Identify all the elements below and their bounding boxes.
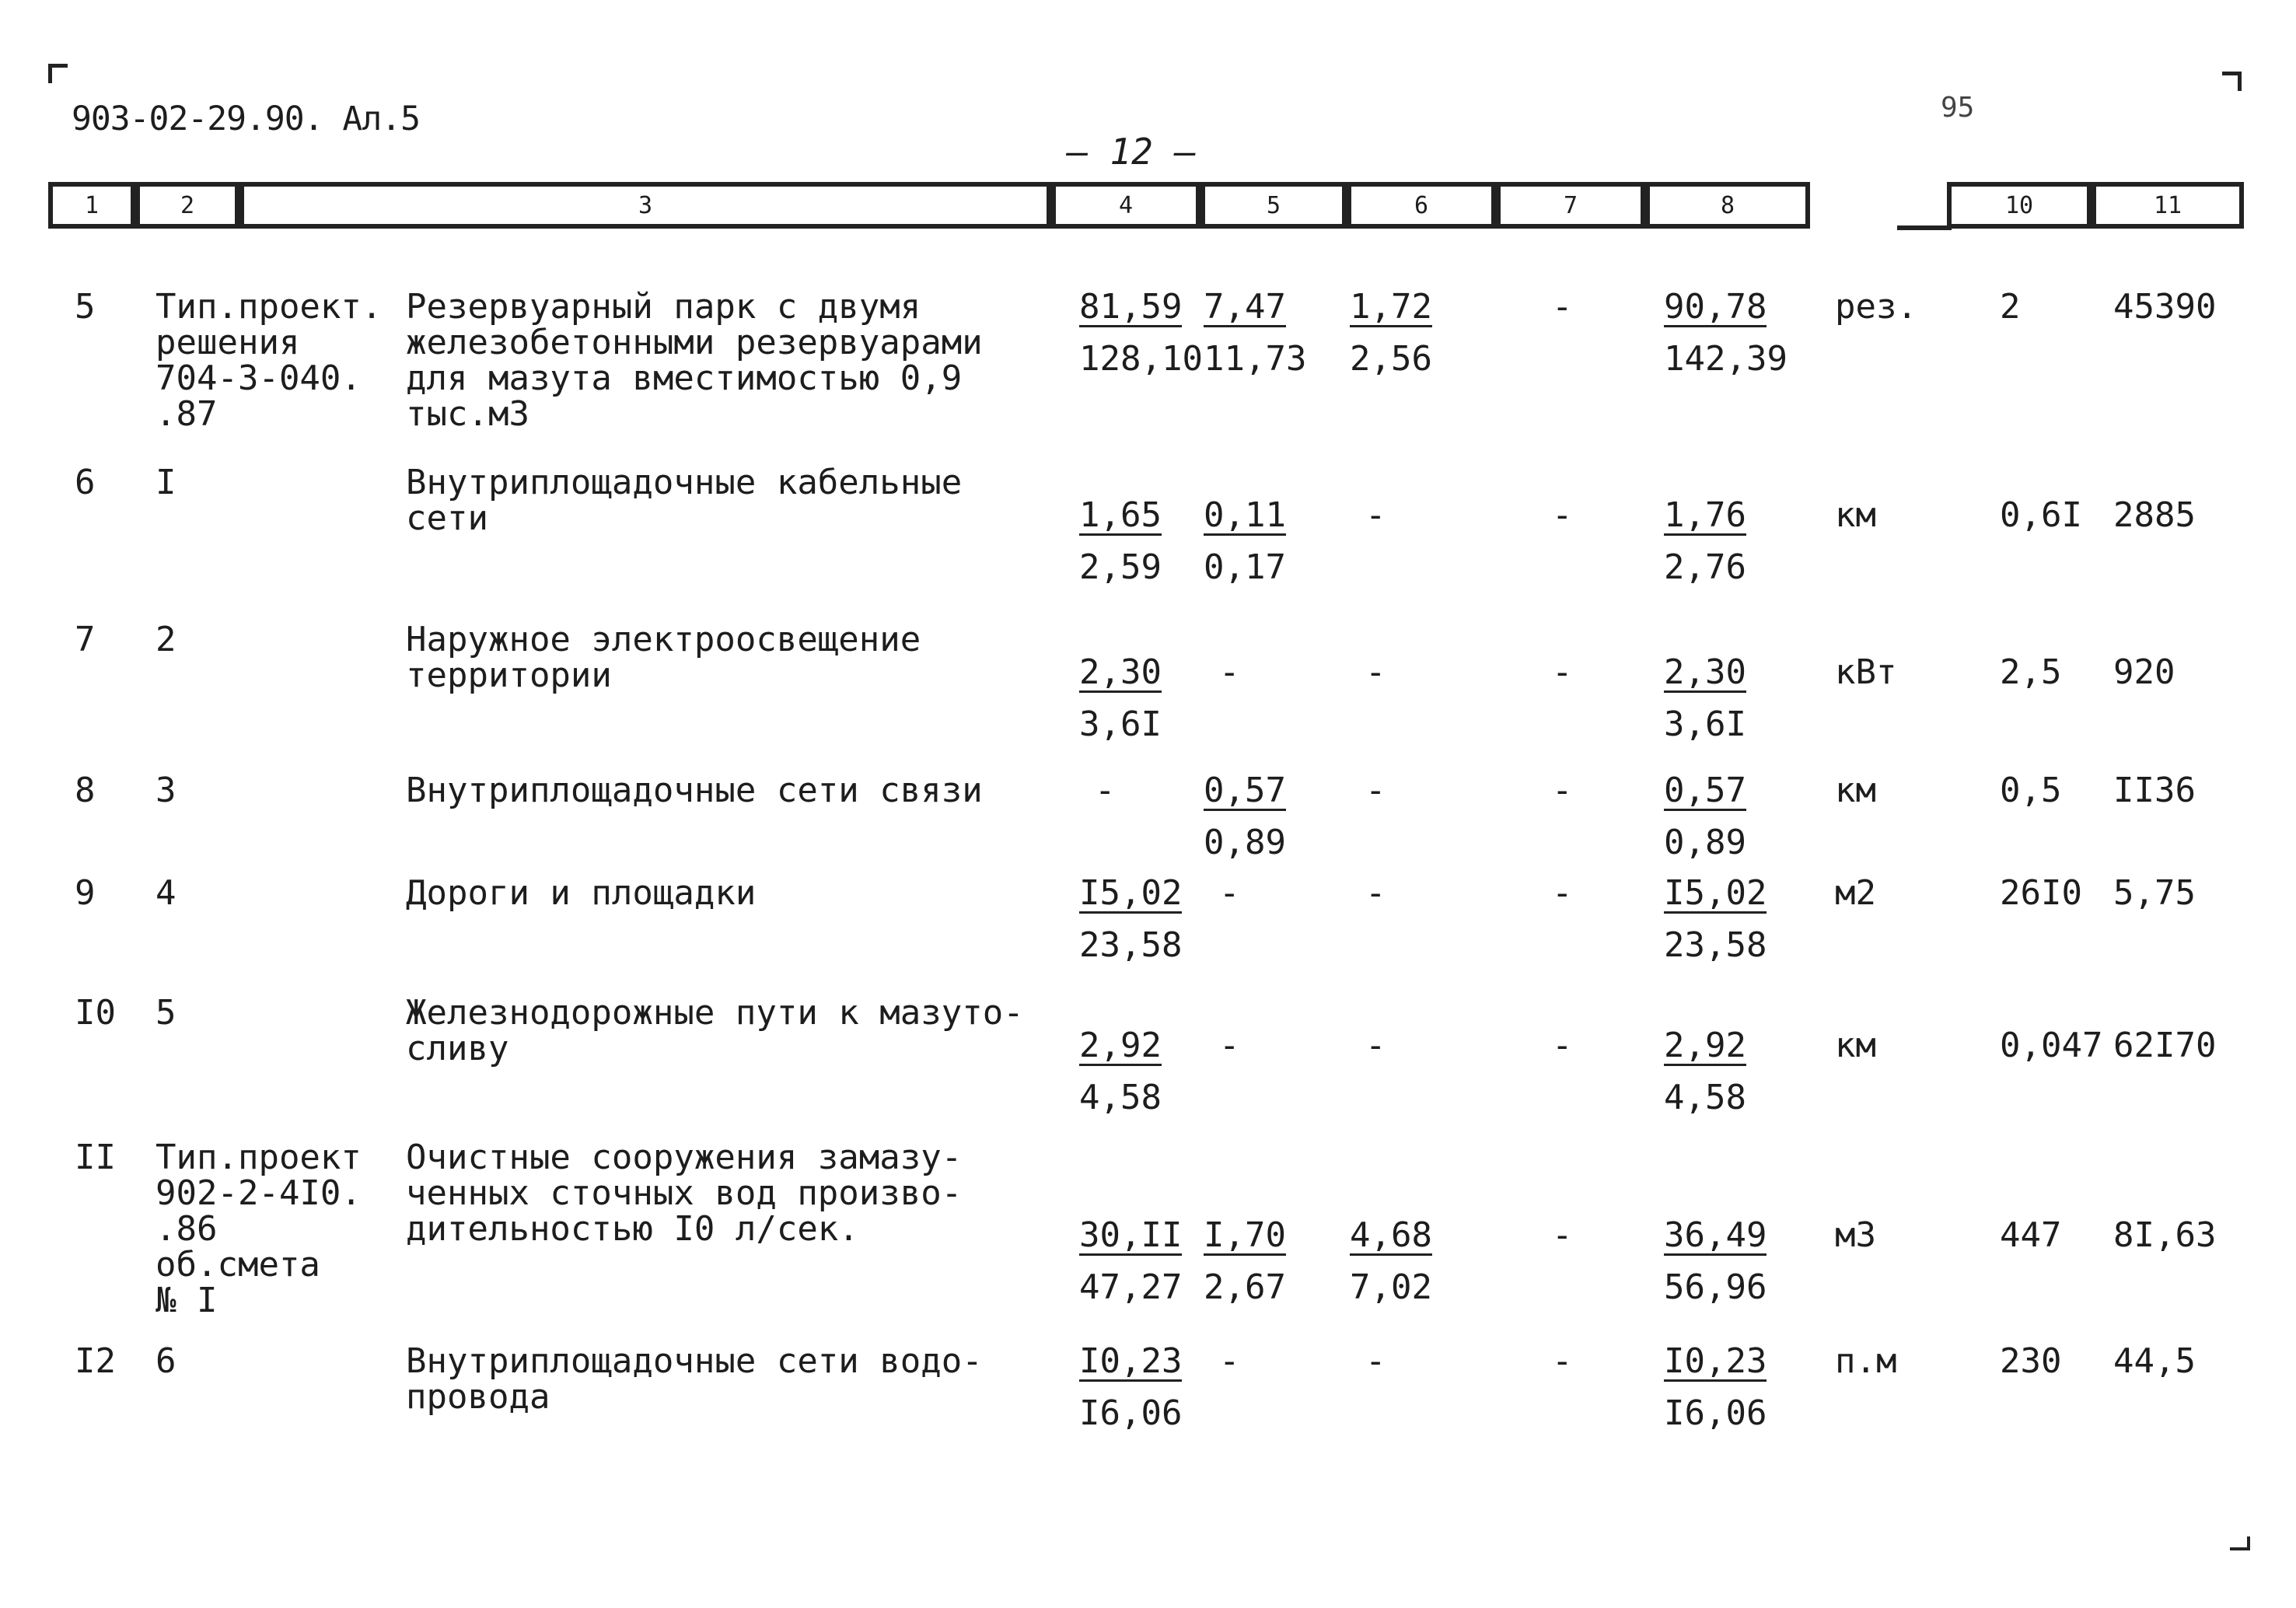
value-c5-top: 0,57 — [1204, 771, 1286, 810]
row-number: I0 — [75, 993, 116, 1033]
value-c5: - — [1219, 873, 1240, 913]
unit-cell: м3 — [1835, 1215, 1876, 1255]
value-c5 — [1204, 1215, 1286, 1307]
unit-price-cell: II36 — [2113, 771, 2196, 810]
value-c4-top: 2,92 — [1079, 1026, 1162, 1065]
value-c6: - — [1365, 652, 1386, 692]
column-header-1: 1 — [48, 182, 135, 229]
value-c4 — [1079, 873, 1183, 965]
reference-cell: 5 — [156, 993, 176, 1033]
column-header-6: 6 — [1347, 182, 1496, 229]
value-c4-top: 2,30 — [1079, 652, 1162, 692]
value-c8 — [1664, 1341, 1767, 1433]
unit-cell: п.м — [1835, 1341, 1897, 1381]
value-c4-bottom: 3,6I — [1079, 704, 1162, 744]
value-c8-top: 0,57 — [1664, 771, 1746, 810]
value-c6: - — [1365, 873, 1386, 913]
value-c4 — [1079, 1028, 1162, 1116]
value-c5: - — [1219, 1026, 1240, 1065]
value-c4: - — [1095, 771, 1116, 810]
quantity-cell: 26I0 — [2000, 873, 2082, 913]
reference-cell: 4 — [156, 873, 176, 913]
column-header-2: 2 — [135, 182, 239, 229]
unit-price-cell: 44,5 — [2113, 1341, 2196, 1381]
unit-cell: кВт — [1835, 652, 1897, 692]
column-header-10: 10 — [1947, 182, 2092, 229]
value-c8-top: 36,49 — [1664, 1215, 1767, 1255]
value-c8-bottom: 0,89 — [1664, 823, 1746, 862]
value-c4-bottom: 47,27 — [1079, 1267, 1183, 1307]
unit-price-cell: 45390 — [2113, 287, 2217, 327]
value-c4-bottom: I6,06 — [1079, 1393, 1183, 1433]
row-number: II — [75, 1138, 116, 1177]
value-c5-bottom: 11,73 — [1204, 339, 1307, 379]
corner-mark-top-left — [48, 64, 68, 83]
page-number: — 12 — — [1067, 131, 1197, 173]
value-c8-top: 2,92 — [1664, 1026, 1746, 1065]
description-cell: Наружное электроосвещение территории — [406, 620, 921, 695]
row-number: 9 — [75, 873, 96, 913]
value-c4-top: I5,02 — [1079, 873, 1183, 913]
value-c5 — [1204, 495, 1286, 587]
unit-price-cell: 920 — [2113, 652, 2175, 692]
value-c8-bottom: I6,06 — [1664, 1393, 1767, 1433]
value-c8-top: 2,30 — [1664, 652, 1746, 692]
value-c4-bottom: 23,58 — [1079, 925, 1183, 965]
value-c7: - — [1552, 287, 1573, 327]
value-c8-top: 90,78 — [1664, 287, 1767, 327]
value-c8 — [1664, 652, 1746, 744]
value-c5-bottom: 0,89 — [1204, 823, 1286, 862]
quantity-cell: 447 — [2000, 1215, 2062, 1255]
value-c5-top: 7,47 — [1204, 287, 1286, 327]
value-c6-top: 4,68 — [1350, 1215, 1432, 1255]
value-c5-bottom: 2,67 — [1204, 1267, 1286, 1307]
value-c8 — [1664, 873, 1767, 965]
value-c4 — [1079, 289, 1203, 377]
value-c4 — [1079, 495, 1162, 587]
column-header-3: 3 — [239, 182, 1051, 229]
value-c8-top: I5,02 — [1664, 873, 1767, 913]
column-header-5: 5 — [1200, 182, 1347, 229]
value-c4-bottom: 128,10 — [1079, 339, 1203, 379]
value-c6 — [1350, 289, 1432, 377]
column-header-7: 7 — [1496, 182, 1645, 229]
row-number: 6 — [75, 463, 96, 502]
value-c8-top: 1,76 — [1664, 495, 1746, 535]
value-c4-bottom: 2,59 — [1079, 547, 1162, 587]
unit-price-cell: 5,75 — [2113, 873, 2196, 913]
value-c5-top: 0,11 — [1204, 495, 1286, 535]
quantity-cell: 0,6I — [2000, 495, 2082, 535]
reference-cell: 3 — [156, 771, 176, 810]
corner-mark-bottom-right — [2230, 1536, 2250, 1550]
value-c7: - — [1552, 495, 1573, 535]
value-c8-bottom: 142,39 — [1664, 339, 1788, 379]
value-c8 — [1664, 1028, 1746, 1116]
column-header-4: 4 — [1051, 182, 1200, 229]
value-c5-top: I,70 — [1204, 1215, 1286, 1255]
value-c8 — [1664, 773, 1746, 861]
value-c6: - — [1365, 1341, 1386, 1381]
reference-cell: Тип.проект 902-2-4I0. .86 об.смета № I — [156, 1138, 362, 1320]
unit-cell: м2 — [1835, 873, 1876, 913]
reference-cell: Тип.проект. решения 704-3-040. .87 — [156, 287, 383, 434]
description-cell: Внутриплощадочные сети связи — [406, 771, 983, 810]
header-gap-line — [1897, 225, 1952, 230]
value-c5-bottom: 0,17 — [1204, 547, 1286, 587]
unit-price-cell: 2885 — [2113, 495, 2196, 535]
value-c8-top: I0,23 — [1664, 1341, 1767, 1381]
corner-mark-top-right — [2222, 72, 2242, 91]
quantity-cell: 0,047 — [2000, 1026, 2103, 1065]
value-c8-bottom: 2,76 — [1664, 547, 1746, 587]
description-cell: Внутриплощадочные кабельные сети — [406, 463, 963, 538]
quantity-cell: 0,5 — [2000, 771, 2062, 810]
value-c8 — [1664, 289, 1788, 377]
value-c8-bottom: 3,6I — [1664, 704, 1746, 744]
value-c4 — [1079, 652, 1162, 744]
value-c4 — [1079, 1341, 1183, 1433]
value-c6-bottom: 2,56 — [1350, 339, 1432, 379]
value-c5: - — [1219, 652, 1240, 692]
value-c6-top: 1,72 — [1350, 287, 1432, 327]
value-c4-top: 30,II — [1079, 1215, 1183, 1255]
description-cell: Внутриплощадочные сети водо- провода — [406, 1341, 983, 1417]
value-c6: - — [1365, 1026, 1386, 1065]
quantity-cell: 2,5 — [2000, 652, 2062, 692]
quantity-cell: 2 — [2000, 287, 2021, 327]
value-c8-bottom: 23,58 — [1664, 925, 1767, 965]
column-header-11: 11 — [2092, 182, 2244, 229]
row-number: 5 — [75, 287, 96, 327]
reference-cell: 2 — [156, 620, 176, 659]
value-c7: - — [1552, 1026, 1573, 1065]
sheet-mark: 95 — [1941, 92, 1975, 124]
value-c7: - — [1552, 771, 1573, 810]
value-c5: - — [1219, 1341, 1240, 1381]
unit-cell: км — [1835, 1026, 1876, 1065]
document-code: 903-02-29.90. Ал.5 — [72, 100, 420, 138]
unit-cell: км — [1835, 771, 1876, 810]
value-c5 — [1204, 773, 1286, 861]
value-c5 — [1204, 289, 1306, 377]
column-header-8: 8 — [1645, 182, 1810, 229]
row-number: I2 — [75, 1341, 116, 1381]
unit-cell: км — [1835, 495, 1876, 535]
description-cell: Очистные сооружения замазу- ченных сточных вод произво- дительностью I0 л/сек. — [406, 1138, 963, 1249]
row-number: 8 — [75, 771, 96, 810]
value-c6: - — [1365, 771, 1386, 810]
value-c8 — [1664, 495, 1746, 587]
value-c4-top: 1,65 — [1079, 495, 1162, 535]
unit-price-cell: 8I,63 — [2113, 1215, 2217, 1255]
value-c7: - — [1552, 652, 1573, 692]
value-c7: - — [1552, 873, 1573, 913]
value-c6-bottom: 7,02 — [1350, 1267, 1432, 1307]
value-c7: - — [1552, 1215, 1573, 1255]
description-cell: Железнодорожные пути к мазуто- сливу — [406, 993, 1024, 1068]
description-cell: Дороги и площадки — [406, 873, 757, 913]
reference-cell: I — [156, 463, 176, 502]
description-cell: Резервуарный парк с двумя железобетонными резервуарами для мазута вместимостью 0,9 тыс.м3 — [406, 287, 983, 434]
unit-price-cell: 62I70 — [2113, 1026, 2217, 1065]
value-c8-bottom: 4,58 — [1664, 1078, 1746, 1117]
value-c8 — [1664, 1215, 1767, 1307]
row-number: 7 — [75, 620, 96, 659]
value-c4 — [1079, 1215, 1183, 1307]
value-c4-top: I0,23 — [1079, 1341, 1183, 1381]
quantity-cell: 230 — [2000, 1341, 2062, 1381]
value-c8-bottom: 56,96 — [1664, 1267, 1767, 1307]
value-c7: - — [1552, 1341, 1573, 1381]
value-c6 — [1350, 1215, 1432, 1307]
value-c4-top: 81,59 — [1079, 287, 1183, 327]
unit-cell: рез. — [1835, 287, 1917, 327]
reference-cell: 6 — [156, 1341, 176, 1381]
value-c6: - — [1365, 495, 1386, 535]
value-c4-bottom: 4,58 — [1079, 1078, 1162, 1117]
